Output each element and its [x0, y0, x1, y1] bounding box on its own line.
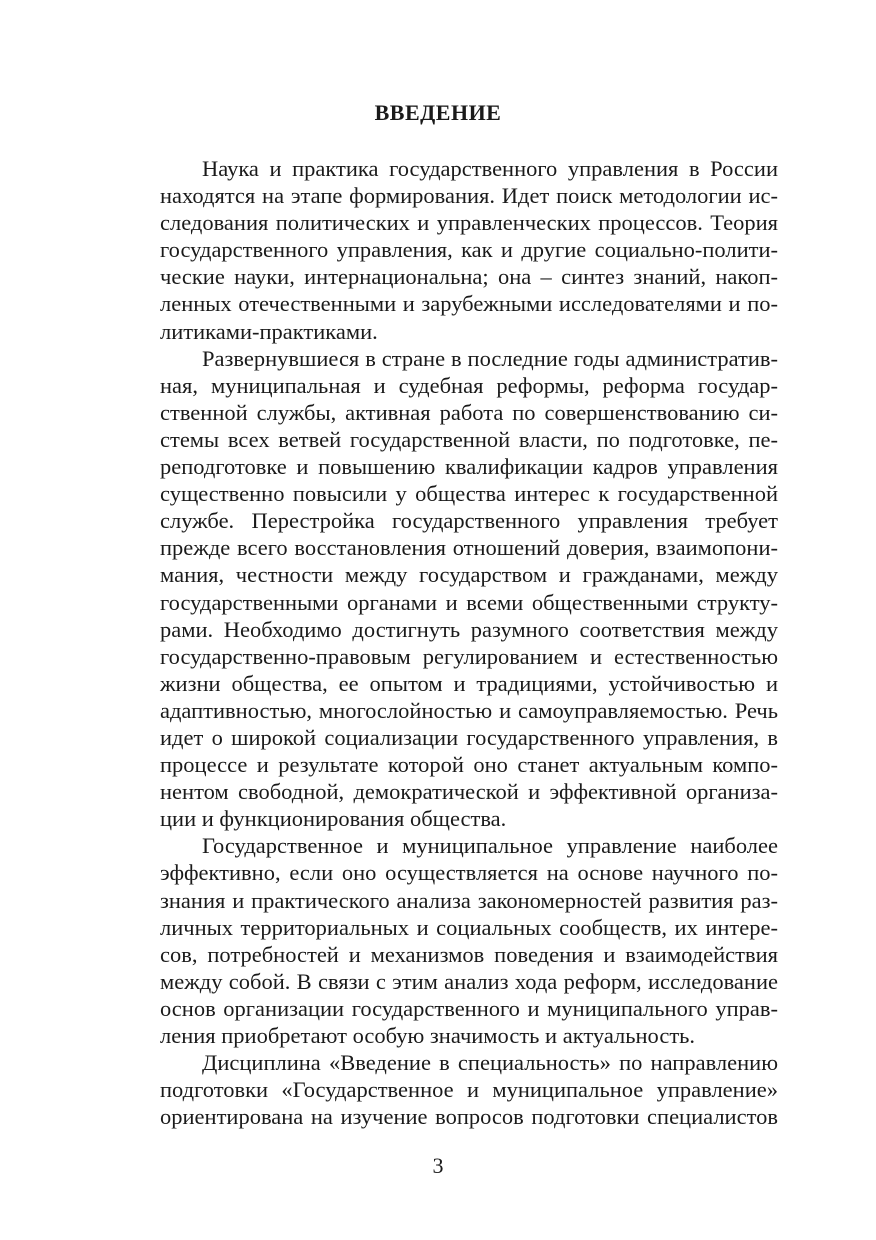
text-line: государственно-правовым регулированием и естественностью [160, 643, 778, 669]
text-line: государственного управления, как и другие социально-полити- [160, 237, 778, 263]
text-line: знания и практического анализа закономерностей развития раз- [160, 887, 778, 913]
text-line: литиками-практиками. [160, 318, 378, 344]
text-line: эффективно, если оно осуществляется на основе научного по- [160, 860, 778, 886]
page-number: 3 [432, 1153, 444, 1178]
text-line: прежде всего восстановления отношений доверия, взаимопони- [160, 535, 778, 561]
text-line: ственной службы, активная работа по совершенствованию си- [160, 399, 778, 425]
body-text [118, 155, 778, 1130]
text-line: подготовки «Государственное и муниципальное управление» [160, 1077, 778, 1103]
text-line: мания, честности между государством и гражданами, между [160, 562, 778, 588]
text-line: Наука и практика государственного управления в России [202, 156, 778, 181]
text-line: основ организации государственного и муниципального управ- [160, 995, 778, 1021]
text-line: Развернувшиеся в стране в последние годы административ- [202, 345, 778, 371]
paragraph-3 [118, 832, 778, 1049]
text-line: находятся на этапе формирования. Идет поиск методологии ис- [160, 183, 778, 209]
text-line: ориентирована на изучение вопросов подготовки специалистов [160, 1104, 778, 1130]
text-line: ления приобретают особую значимость и актуальность. [160, 1023, 696, 1048]
paragraph-2 [118, 345, 778, 833]
text-line: службе. Перестройка государственного управления требует [160, 508, 778, 534]
text-line: адаптивностью, многослойностью и самоуправляемостью. Речь [160, 697, 778, 723]
text-line: следования политических и управленческих процессов. Теория [160, 210, 778, 236]
paragraph-1 [118, 155, 778, 345]
text-line: ная, муниципальная и судебная реформы, реформа государ- [160, 372, 778, 398]
text-line: Государственное и муниципальное управление наиболее [202, 833, 778, 859]
text-line: реподготовке и повышению квалификации кадров управления [160, 454, 778, 480]
text-line: сов, потребностей и механизмов поведения и взаимодействия [160, 941, 778, 967]
text-line: существенно повысили у общества интерес к государственной [160, 481, 778, 507]
text-line: стемы всех ветвей государственной власти, по подготовке, пе- [160, 426, 778, 452]
paragraph-4 [118, 1049, 778, 1130]
text-line: Дисциплина «Введение в специальность» по направлению [202, 1050, 778, 1076]
text-line: жизни общества, ее опытом и традициями, устойчивостью и [160, 670, 778, 696]
text-line: ции и функционирования общества. [160, 806, 507, 832]
text-line: государственными органами и всеми общественными структу- [160, 589, 778, 615]
text-line: ческие науки, интернациональна; она – синтез знаний, накоп- [160, 264, 778, 290]
text-line: личных территориальных и социальных сообществ, их интере- [160, 914, 778, 940]
text-line: нентом свободной, демократической и эффективной организа- [160, 779, 778, 805]
page-title: ВВЕДЕНИЕ [374, 100, 502, 125]
text-line: процессе и результате которой оно станет актуальным компо- [160, 752, 778, 778]
text-line: ленных отечественными и зарубежными исследователями и по- [160, 291, 778, 317]
text-line: между собой. В связи с этим анализ хода реформ, исследование [160, 968, 778, 994]
text-line: рами. Необходимо достигнуть разумного соответствия между [160, 616, 778, 642]
text-line: идет о широкой социализации государственного управления, в [160, 724, 778, 750]
